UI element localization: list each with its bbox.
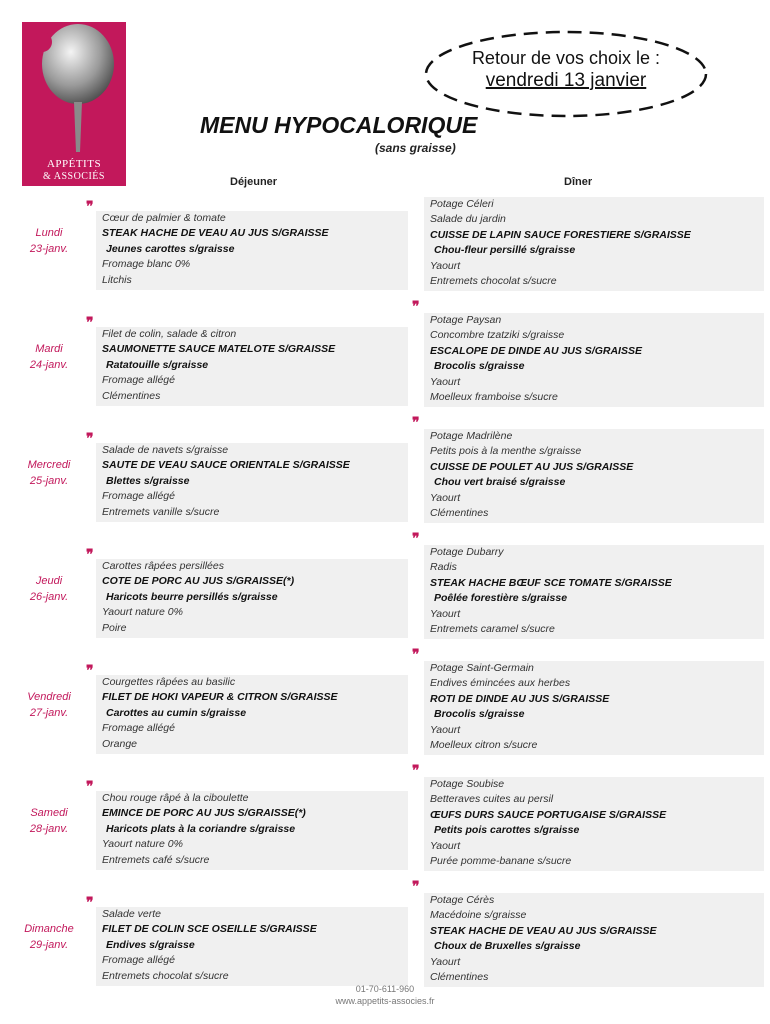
logo-text-line1: APPÉTITS xyxy=(46,158,102,170)
quote-icon: ❞ xyxy=(86,432,94,447)
dinner-menu xyxy=(424,197,764,291)
quote-icon: ❞ xyxy=(86,200,94,215)
deadline-label: Retour de vos choix le : xyxy=(471,48,661,68)
lunch-menu xyxy=(96,791,408,870)
menu-item: Salade de navets s/graisse xyxy=(102,444,229,456)
menu-item: Endives émincées aux herbes xyxy=(430,677,571,690)
dinner-menu xyxy=(424,893,764,987)
menu-item: Endives s/graisse xyxy=(106,938,195,951)
menu-item: Moelleux framboise s/sucre xyxy=(430,390,558,403)
menu-item: Haricots plats à la coriandre s/graisse xyxy=(106,822,296,835)
dinner-menu xyxy=(424,545,764,639)
menu-item: Yaourt xyxy=(430,259,461,272)
quote-icon: ❞ xyxy=(412,648,420,663)
menu-item: Petits pois à la menthe s/graisse xyxy=(430,445,582,458)
menu-item: Yaourt xyxy=(430,375,461,388)
menu-item: Clémentines xyxy=(102,389,161,402)
menu-item: Ratatouille s/graisse xyxy=(106,358,209,371)
quote-icon: ❞ xyxy=(412,416,420,431)
day-name: Vendredi xyxy=(27,691,71,703)
day-date: 29-janv. xyxy=(29,939,69,951)
menu-item: ŒUFS DURS SAUCE PORTUGAISE S/GRAISSE xyxy=(430,808,667,821)
lunch-menu xyxy=(96,443,408,522)
menu-item: Fromage allégé xyxy=(102,374,175,387)
day-label xyxy=(10,573,88,605)
menu-item: EMINCE DE PORC AU JUS S/GRAISSE(*) xyxy=(102,807,306,820)
menu-item: Fromage blanc 0% xyxy=(102,258,191,271)
menu-item: Carottes au cumin s/graisse xyxy=(106,706,247,719)
menu-item: COTE DE PORC AU JUS S/GRAISSE(*) xyxy=(102,575,295,588)
menu-item: Yaourt nature 0% xyxy=(102,606,183,619)
day-date: 26-janv. xyxy=(29,591,69,603)
menu-item: Filet de colin, salade & citron xyxy=(102,328,237,340)
menu-item: Choux de Bruxelles s/graisse xyxy=(434,940,581,953)
day-name: Jeudi xyxy=(35,575,63,587)
logo-text-line2: & ASSOCIÉS xyxy=(43,171,105,182)
quote-icon: ❞ xyxy=(412,532,420,547)
menu-item: Blettes s/graisse xyxy=(106,474,190,487)
menu-item: Purée pomme-banane s/sucre xyxy=(430,854,572,867)
menu-item: Brocolis s/graisse xyxy=(434,360,525,373)
menu-item: Macédoine s/graisse xyxy=(430,909,527,922)
menu-item: Potage Paysan xyxy=(430,314,502,326)
menu-item: Fromage allégé xyxy=(102,954,175,967)
quote-icon: ❞ xyxy=(412,764,420,779)
menu-item: SAUMONETTE SAUCE MATELOTE S/GRAISSE xyxy=(102,343,336,356)
quote-icon: ❞ xyxy=(86,896,94,911)
menu-item: Concombre tzatziki s/graisse xyxy=(430,329,565,342)
menu-item: Yaourt xyxy=(430,491,461,504)
deadline-date: vendredi 13 janvier xyxy=(485,70,647,91)
day-date: 27-janv. xyxy=(29,707,69,719)
menu-item: Courgettes râpées au basilic xyxy=(102,676,236,688)
dinner-menu xyxy=(424,429,764,523)
menu-item: Litchis xyxy=(102,273,132,286)
menu-item: Salade du jardin xyxy=(430,213,506,226)
lunch-menu xyxy=(96,559,408,638)
menu-item: Potage Saint-Germain xyxy=(430,662,534,674)
day-date: 23-janv. xyxy=(29,243,69,255)
brand-logo xyxy=(22,22,126,186)
menu-item: Potage Madrilène xyxy=(430,430,513,442)
quote-icon: ❞ xyxy=(412,880,420,895)
menu-item: Clémentines xyxy=(430,970,489,983)
menu-item: Haricots beurre persillés s/graisse xyxy=(106,590,278,603)
menu-item: Fromage allégé xyxy=(102,722,175,735)
menu-item: Entremets café s/sucre xyxy=(102,853,210,866)
footer-website: www.appetits-associes.fr xyxy=(335,996,435,1006)
menu-item: Entremets chocolat s/sucre xyxy=(102,969,229,982)
menu-item: Radis xyxy=(430,561,457,574)
column-header-dinner: Dîner xyxy=(564,176,593,188)
menu-item: Salade verte xyxy=(102,908,161,920)
lunch-menu xyxy=(96,211,408,290)
menu-item: Jeunes carottes s/graisse xyxy=(106,242,235,255)
menu-item: Poire xyxy=(102,621,127,634)
menu-item: FILET DE COLIN SCE OSEILLE S/GRAISSE xyxy=(102,923,317,936)
page-subtitle: (sans graisse) xyxy=(375,141,456,155)
dinner-menu xyxy=(424,661,764,755)
menu-item: Entremets caramel s/sucre xyxy=(430,622,555,635)
menu-item: Petits pois carottes s/graisse xyxy=(434,824,580,837)
menu-item: Yaourt xyxy=(430,955,461,968)
day-name: Mercredi xyxy=(27,459,71,471)
menu-item: Entremets chocolat s/sucre xyxy=(430,274,557,287)
menu-item: ESCALOPE DE DINDE AU JUS S/GRAISSE xyxy=(430,344,642,357)
day-name: Dimanche xyxy=(24,923,74,935)
day-label xyxy=(10,225,88,257)
menu-item: Cœur de palmier & tomate xyxy=(102,212,226,224)
menu-item: STEAK HACHE DE VEAU AU JUS S/GRAISSE xyxy=(430,924,657,937)
quote-icon: ❞ xyxy=(86,548,94,563)
menu-item: ROTI DE DINDE AU JUS S/GRAISSE xyxy=(430,692,610,705)
menu-item: Yaourt xyxy=(430,607,461,620)
menu-item: Orange xyxy=(102,737,138,750)
menu-item: Chou-fleur persillé s/graisse xyxy=(434,244,576,257)
menu-item: Poêlée forestière s/graisse xyxy=(434,592,568,605)
menu-item: FILET DE HOKI VAPEUR & CITRON S/GRAISSE xyxy=(102,691,338,704)
menu-item: Chou vert braisé s/graisse xyxy=(434,476,566,489)
menu-item: Carottes râpées persillées xyxy=(102,560,224,572)
menu-item: Entremets vanille s/sucre xyxy=(102,505,220,518)
menu-item: Fromage allégé xyxy=(102,490,175,503)
quote-icon: ❞ xyxy=(86,780,94,795)
lunch-menu xyxy=(96,327,408,406)
menu-item: Brocolis s/graisse xyxy=(434,708,525,721)
dinner-menu xyxy=(424,313,764,407)
menu-item: Yaourt xyxy=(430,723,461,736)
lunch-menu xyxy=(96,907,408,986)
menu-item: CUISSE DE LAPIN SAUCE FORESTIERE S/GRAISSE xyxy=(430,228,691,241)
menu-item: Potage Céleri xyxy=(430,198,494,210)
quote-icon: ❞ xyxy=(86,664,94,679)
column-header-lunch: Déjeuner xyxy=(230,176,278,188)
quote-icon: ❞ xyxy=(412,300,420,315)
menu-item: Yaourt xyxy=(430,839,461,852)
quote-icon: ❞ xyxy=(86,316,94,331)
lunch-menu xyxy=(96,675,408,754)
day-label xyxy=(10,921,88,953)
day-label xyxy=(10,689,88,721)
menu-item: Chou rouge râpé à la ciboulette xyxy=(102,792,249,804)
menu-item: CUISSE DE POULET AU JUS S/GRAISSE xyxy=(430,460,634,473)
day-date: 24-janv. xyxy=(29,359,69,371)
menu-item: Betteraves cuites au persil xyxy=(430,793,554,806)
day-name: Mardi xyxy=(35,343,63,355)
menu-item: Potage Dubarry xyxy=(430,546,504,558)
menu-item: Moelleux citron s/sucre xyxy=(430,738,538,751)
day-date: 25-janv. xyxy=(29,475,69,487)
menu-item: Clémentines xyxy=(430,506,489,519)
menu-item: SAUTE DE VEAU SAUCE ORIENTALE S/GRAISSE xyxy=(102,459,350,472)
menu-item: Yaourt nature 0% xyxy=(102,838,183,851)
dinner-menu xyxy=(424,777,764,871)
menu-item: STEAK HACHE BŒUF SCE TOMATE S/GRAISSE xyxy=(430,576,672,589)
footer-phone: 01-70-611-960 xyxy=(355,984,415,994)
menu-item: Potage Cérès xyxy=(430,894,495,906)
menu-item: STEAK HACHE DE VEAU AU JUS S/GRAISSE xyxy=(102,227,329,240)
menu-item: Potage Soubise xyxy=(430,778,505,790)
deadline-callout xyxy=(422,28,710,120)
day-label xyxy=(10,805,88,837)
day-date: 28-janv. xyxy=(29,823,69,835)
day-label xyxy=(10,341,88,373)
page-title: MENU HYPOCALORIQUE xyxy=(200,112,478,138)
day-name: Lundi xyxy=(35,227,63,239)
day-label xyxy=(10,457,88,489)
day-name: Samedi xyxy=(30,807,68,819)
